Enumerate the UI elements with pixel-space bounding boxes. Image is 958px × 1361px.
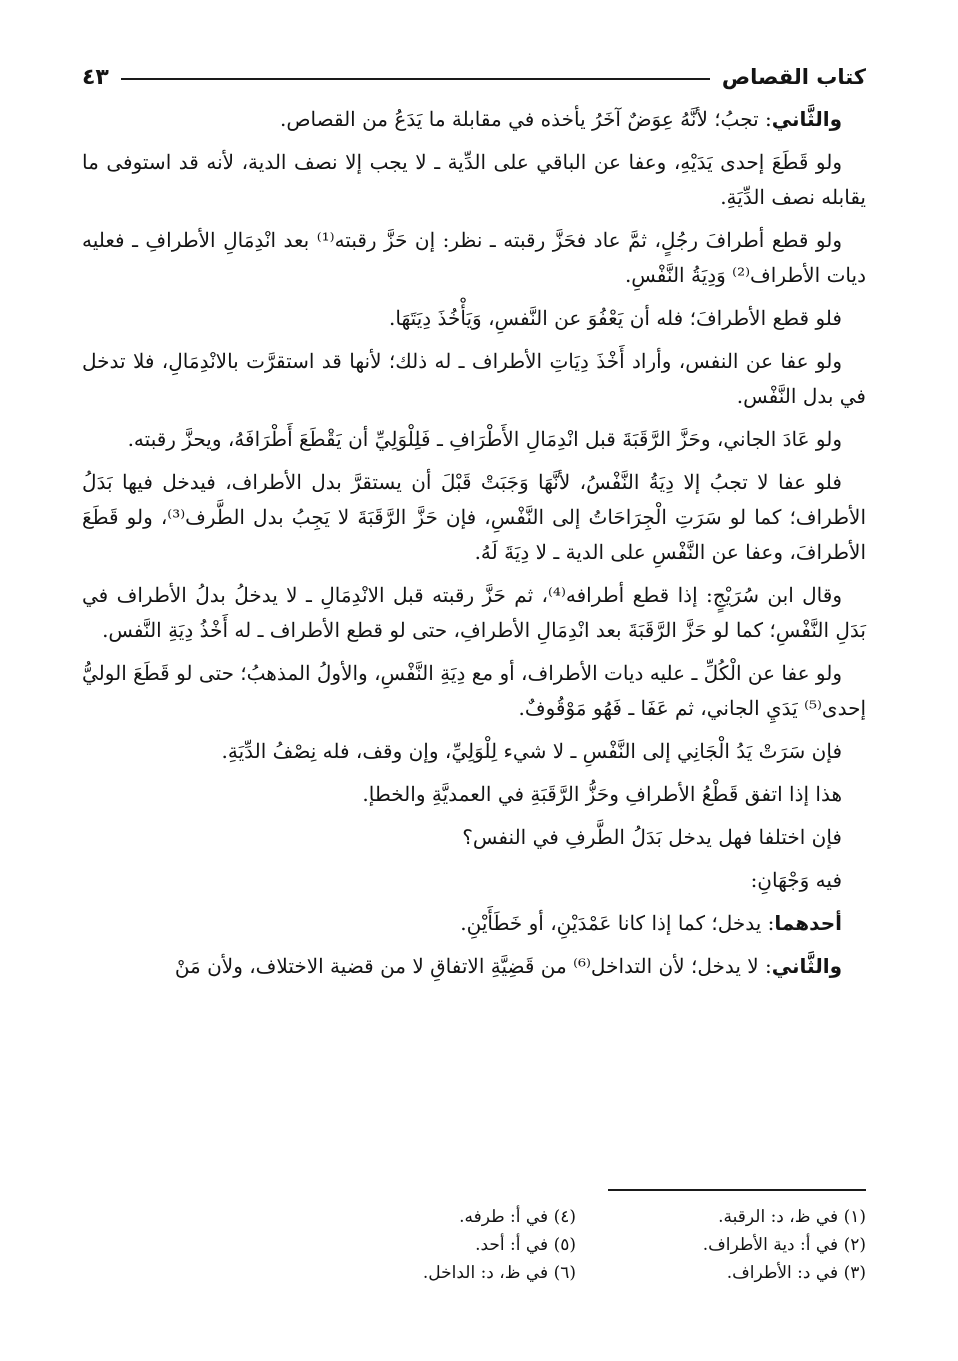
paragraph (82, 777, 866, 812)
paragraph (82, 820, 866, 855)
paragraph-text: : يدخل؛ كما إذا كانا عَمْدَيْنِ، أو خَطَأَيْنِ. (460, 911, 775, 935)
paragraph-text: ولو عفا عن الْكُلِّ ـ عليه ديات الأطراف، أو مع دِيَةِ النَّفْسِ، والأولُ المذهبُ؛ حتى لو قَطَعَ الوليُّ إحدى⁽⁵⁾ يَدَيِ الجاني، ثم عَفَا ـ فَهُو مَوْقُوفٌ. (82, 661, 866, 720)
footnote-rule (608, 1189, 866, 1191)
paragraph (82, 734, 866, 769)
footnote: (٤) في أ: طرفه. (459, 1207, 576, 1227)
paragraph (82, 344, 866, 414)
paragraph (82, 102, 866, 137)
paragraph-text: فيه وَجْهَانِ: (750, 868, 842, 892)
page-number: ٤٣ (82, 64, 109, 90)
paragraph-text: ولو عَادَ الجاني، وحَزَّ الرَّقَبَةَ قبل انْدِمَالِ الأَطْرَافِ ـ فَلِلْوَلِيِّ أن يَقْطَعَ أَطْرَافَهُ، ويحزَّ رقبته. (127, 427, 842, 451)
paragraph (82, 422, 866, 457)
paragraph (82, 223, 866, 293)
paragraph (82, 656, 866, 726)
footnote: (٦) في ظ، د: الداخل. (422, 1263, 576, 1283)
paragraph-text: ولو قطع أطرافَ رجُلٍ، ثمَّ عاد فحَزَّ رقبته ـ نظر: إن حَزَّ رقبته⁽¹⁾ بعد انْدِمَالِ الأطرافِ ـ فعليه ديات الأطراف⁽²⁾ وَدِيَةُ النَّفْسِ. (82, 228, 866, 287)
paragraph-text: فإن سَرَتْ يَدُ الْجَانِي إلى النَّفْسِ ـ لا شيء لِلْوَلِيِّ، وإن وقف، فله نِصْفُ الدِّيَةِ. (221, 739, 842, 763)
paragraph-text: فلو قطع الأطرافَ؛ فله أن يَعْفُوَ عن النَّفسِ، وَيَأْخُذَ دِيَتَهَا. (389, 306, 842, 330)
footnote: (٣) في د: الأطراف. (726, 1263, 866, 1283)
footnote-column-left (286, 1203, 576, 1287)
paragraph-text: هذا إذا اتفق قَطْعُ الأطرافِ وحَزُّ الرَّقَبَةِ في العمديَّةِ والخطإ. (362, 782, 842, 806)
paragraph-text: ولو قَطَعَ إحدى يَدَيْهِ، وعفا عن الباقي على الدِّية ـ لا يجب إلا نصف الدية، لأنه قد استوفى ما يقابله نصف الدِّيَةِ. (82, 150, 866, 209)
footnote-column-right (576, 1203, 866, 1287)
running-header (82, 60, 866, 94)
paragraph (82, 578, 866, 648)
paragraph-lead: والثَّاني (771, 107, 842, 131)
paragraph-lead: والثَّاني (771, 954, 842, 978)
paragraph-text: وقال ابن سُرَيْجٍ: إذا قطع أطرافه⁽⁴⁾، ثم حَزَّ رقبته قبل الانْدِمَالِ ـ لا يدخلُ بدلُ الأطراف في بَدَلِ النَّفْسِ؛ كما لو حَزَّ الرَّقَبَةَ بعد انْدِمَالِ الأطرافِ، حتى لو قطع الأطراف ـ له أَخْذُ دِيَةِ النَّفس. (82, 583, 866, 642)
book-title: كتاب القصاص (721, 65, 866, 89)
paragraph (82, 301, 866, 336)
paragraph-text: فإن اختلفا فهل يدخل بَدَلُ الطَّرفِ في النفس؟ (462, 825, 842, 849)
footnotes (286, 1203, 866, 1287)
paragraph-lead: أحدهما (774, 911, 842, 935)
paragraph (82, 145, 866, 215)
header-rule (121, 78, 710, 80)
footnote: (١) في ظ، د: الرقبة. (718, 1207, 866, 1227)
paragraph-text: ولو عفا عن النفس، وأراد أَخْذَ دِيَاتِ الأطراف ـ له ذلك؛ لأنها قد استقرَّت بالانْدِمَالِ، فلا تدخل في بدل النَّفْس. (82, 349, 866, 408)
paragraph (82, 949, 866, 984)
paragraph-text: : لا يدخل؛ لأن التداخل⁽⁶⁾ من قَضِيَّةِ الاتفاقِ لا من قضية الاختلاف، ولأن مَنْ (174, 954, 772, 978)
footnote: (٥) في أ: أحد. (475, 1235, 576, 1255)
paragraph-text: : تجبُ؛ لأنَّهُ عِوَضٌ آخَرُ يأخذه في مقابلة ما يَدَعُ من القصاص. (279, 107, 772, 131)
footnote: (٢) في أ: دية الأطراف. (702, 1235, 866, 1255)
paragraph-text: فلو عفا لا تجبُ إلا دِيَةُ النَّفْسُ، لأنَّهَا وَجَبَتْ قَبْلَ أن يستقرَّ بدل الأطراف، فيدخل فيها بَدَلُ الأطراف؛ كما لو سَرَتِ الْجِرَاحَاتُ إلى النَّفْسِ، فإن حَزَّ الرَّقَبَةَ لا يَجِبُ بدل الطَّرف⁽³⁾، ولو قَطَعَ الأطرافَ، وعفا عن النَّفْسِ على الدية ـ لا دِيَةَ لَهُ. (82, 470, 867, 564)
body-text (82, 102, 866, 992)
paragraph (82, 906, 866, 941)
paragraph (82, 863, 866, 898)
paragraph (82, 465, 866, 570)
